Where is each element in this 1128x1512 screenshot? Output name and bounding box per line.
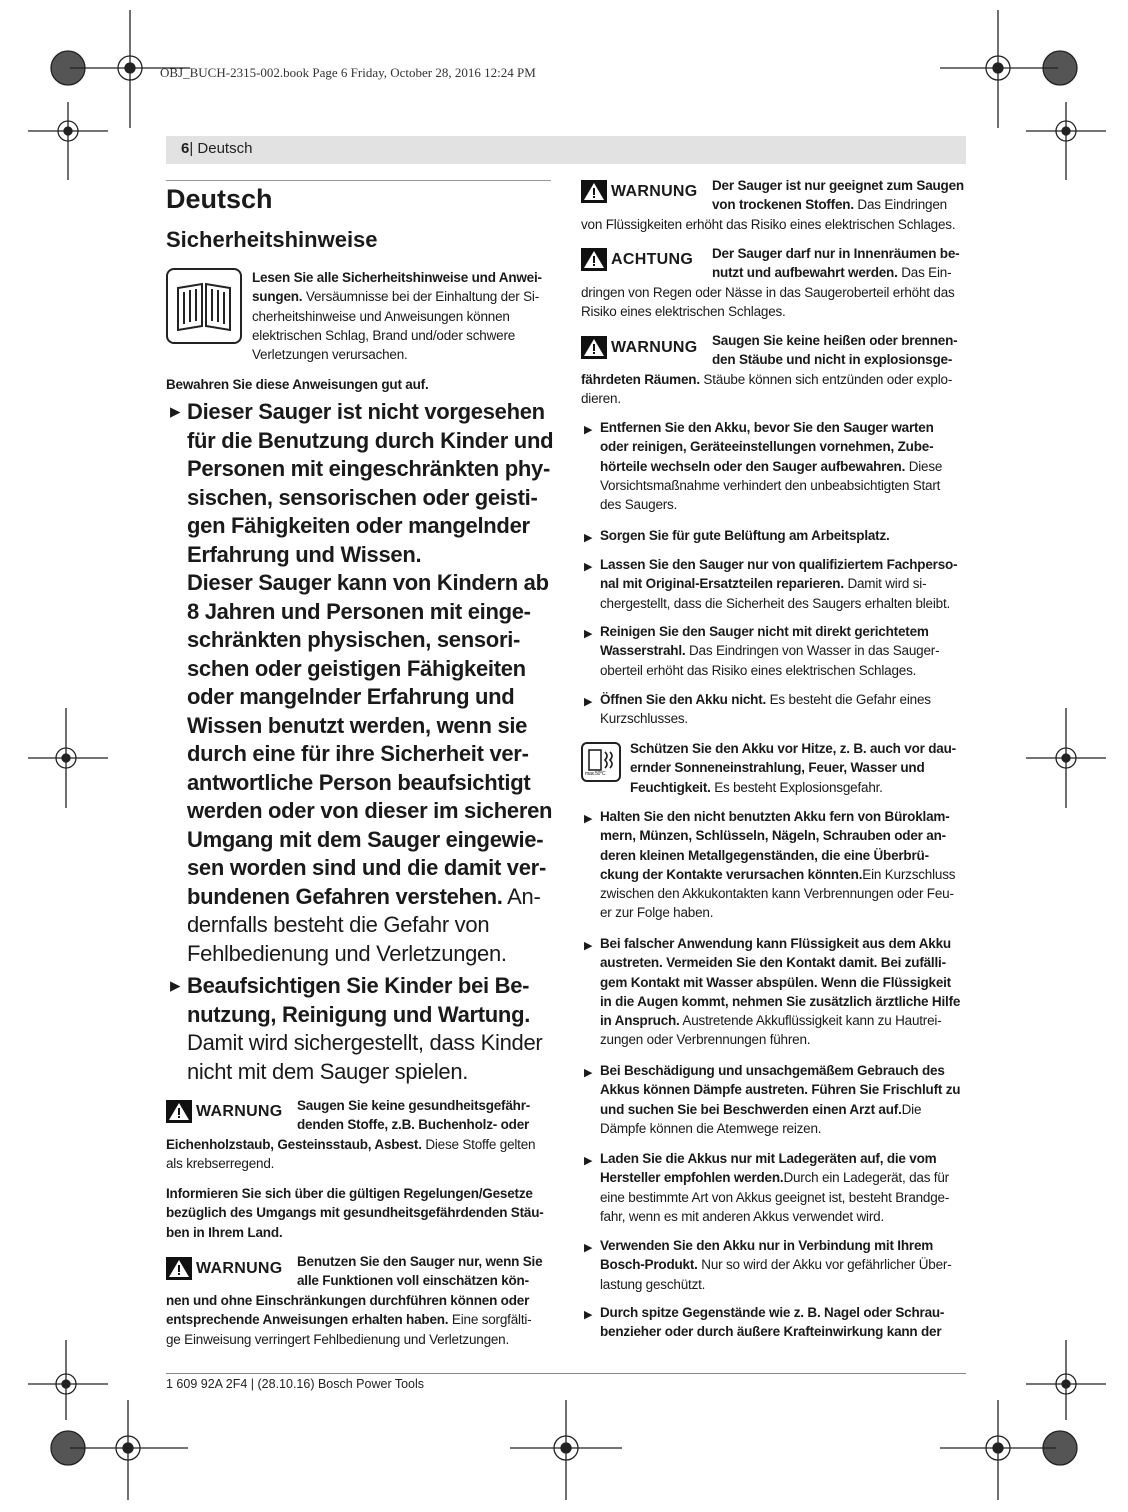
warning-hot-text-cont: fährdeten Räumen. Stäube können sich entzünden oder explo- dieren. [581,372,953,407]
bullet-remove-battery: Entfernen Sie den Akku, bevor Sie den Sauger warten oder reinigen, Geräteeinstellungen vornehmen, Zube- hörteile wechseln oder den Sauger aufbewahren. Diese Vorsichtsmaßnahme verhindert den unbeabsichtigten Start des Saugers. [600,420,943,513]
warning-badge: WARNUNG [166,1257,283,1280]
print-slug: OBJ_BUCH-2315-002.book Page 6 Friday, October 28, 2016 12:24 PM [160,65,536,80]
header-section: | Deutsch [189,140,253,157]
bullet-triangle-icon: ▶ [584,628,593,640]
supervise-children: Beaufsichtigen Sie Kinder bei Be- nutzung, Reinigung und Wartung. Damit wird sichergestellt, dass Kinder nicht mit dem Sauger spielen. [187,973,543,1084]
bullet-triangle-icon: ▸ [170,974,181,997]
bullet-repair: Lassen Sie den Sauger nur von qualifiziertem Fachperso- nal mit Original-Ersatzteilen reparieren. Damit wird si- chergestellt, dass die Sicherheit des Saugers erhalten bleibt. [600,557,958,611]
warning-triangle-icon [166,1257,192,1280]
warning-dry-text-cont: von Flüssigkeiten erhöht das Risiko eines elektrischen Schlages. [581,217,956,232]
bullet-triangle-icon: ▶ [584,1067,593,1079]
bullet-ventilation: Sorgen Sie für gute Belüftung am Arbeitsplatz. [600,528,890,543]
heat-protection-icon [581,742,621,782]
bullet-triangle-icon: ▶ [584,1309,593,1321]
warning-dust-text-cont: Eichenholzstaub, Gesteinsstaub, Asbest. Diese Stoffe gelten als krebserregend. [166,1137,536,1172]
warning-badge: WARNUNG [166,1100,283,1123]
bullet-triangle-icon: ▶ [584,424,593,436]
bullet-bosch-product: Verwenden Sie den Akku nur in Verbindung mit Ihrem Bosch-Produkt. Nur so wird der Akku vor gefährlicher Über- lastung geschützt. [600,1238,952,1292]
inform-regulations: Informieren Sie sich über die gültigen Regelungen/Gesetze bezüglich des Umgangs mit gesundheitsgefährdenden Stäu- ben in Ihrem Land. [166,1186,544,1240]
page-header [181,140,252,157]
bullet-water-jet: Reinigen Sie den Sauger nicht mit direkt gerichtetem Wasserstrahl. Das Eindringen von Wasser in das Sauger- oberteil erhöht das Risiko eines elektrischen Schlages. [600,624,940,678]
section-title: Sicherheitshinweise [166,227,378,252]
caution-indoor-text-cont: dringen von Regen oder Nässe in das Saugeroberteil erhöht das Risiko eines elektrischen Schlages. [581,285,955,320]
footer-rule [166,1373,966,1374]
bullet-triangle-icon: ▶ [584,1155,593,1167]
warning-usage-text: Benutzen Sie den Sauger nur, wenn Sie alle Funktionen voll einschätzen kön- [297,1254,543,1289]
bullet-sharp-objects: Durch spitze Gegenstände wie z. B. Nagel oder Schrau- benzieher oder durch äußere Krafteinwirkung kann der [600,1305,945,1340]
children-warning: Dieser Sauger ist nicht vorgesehen für die Benutzung durch Kinder und Personen mit eingeschränkten phy- sischen, sensorischen oder geisti- gen Fähigkeiten oder mangelnder Erfahrung und Wissen. Dieser Sauger kann von Kindern ab 8 Jahren und Personen mit einge- schränkten physischen, sensori- schen oder geistigen Fähigkeiten oder mangelnder Erfahrung und Wissen benutzt werden, wenn sie durch eine für ihre Sicherheit ver- antwortliche Person beaufsichtigt werden oder von dieser im sicheren Umgang mit dem Sauger eingewie- sen worden sind und die damit ver- bundenen Gefahren verstehen. An- dernfalls besteht die Gefahr von Fehlbedienung und Verletzungen. [187,399,554,966]
bullet-triangle-icon: ▶ [584,532,593,544]
warning-dry-text: Der Sauger ist nur geeignet zum Saugen von trockenen Stoffen. Das Eindringen [712,178,964,213]
heat-protection-text: Schützen Sie den Akku vor Hitze, z. B. auch vor dau- ernder Sonneneinstrahlung, Feuer, Wasser und Feuchtigkeit. Es besteht Explosionsgefahr. [630,741,956,795]
page-number: 6 [181,140,190,157]
bullet-triangle-icon: ▶ [584,1242,593,1254]
page-title: Deutsch [166,184,273,214]
bullet-triangle-icon: ▸ [170,400,181,423]
warning-badge: WARNUNG [581,180,698,203]
bullet-triangle-icon: ▶ [584,561,593,573]
warning-hot-text: Saugen Sie keine heißen oder brennen- den Stäube und nicht in explosionsge- [712,333,958,368]
warning-triangle-icon [581,180,607,203]
keep-instructions: Bewahren Sie diese Anweisungen gut auf. [166,377,429,392]
bullet-battery-fluid: Bei falscher Anwendung kann Flüssigkeit aus dem Akku austreten. Vermeiden Sie den Kontakt damit. Bei zufälli- gem Kontakt mit Wasser abspülen. Wenn die Flüssigkeit in die Augen kommt, nehmen Sie zusätzlich ärztliche Hilfe in Anspruch. Austretende Akkuflüssigkeit kann zu Hautrei- zungen oder Verbrennungen führen. [600,936,961,1048]
bullet-triangle-icon: ▶ [584,940,593,952]
page-header-bar [166,136,966,164]
warning-triangle-icon [166,1100,192,1123]
bullet-open-battery: Öffnen Sie den Akku nicht. Es besteht die Gefahr eines Kurzschlusses. [600,692,931,727]
bullet-triangle-icon: ▶ [584,813,593,825]
warning-triangle-icon [581,336,607,359]
bullet-metal-objects: Halten Sie den nicht benutzten Akku fern von Büroklam- mern, Münzen, Schlüsseln, Nägeln, Schrauben oder an- deren kleinen Metallgegenständen, die eine Überbrü- ckung der Kontakte verursachen könnten.Ein Kurzschluss zwischen den Akkukontakten kann Verbrennungen oder Feu- er zur Folge haben. [600,809,956,921]
caution-indoor-text: Der Sauger darf nur in Innenräumen be- nutzt und aufbewahrt werden. Das Ein- [712,246,960,281]
warning-dust-text: Saugen Sie keine gesundheitsgefähr- denden Stoffe, z.B. Buchenholz- oder [297,1098,531,1133]
heat-icon-label: max.50°C [585,771,606,777]
book-icon [166,268,242,344]
page-footer: 1 609 92A 2F4 | (28.10.16) Bosch Power Tools [166,1377,425,1391]
bullet-vapours: Bei Beschädigung und unsachgemäßem Gebrauch des Akkus können Dämpfe austreten. Führen Sie Frischluft zu und suchen Sie bei Beschwerden einen Arzt auf.Die Dämpfe können die Atemwege reizen. [600,1063,961,1136]
warning-triangle-icon [581,248,607,271]
bullet-triangle-icon: ▶ [584,696,593,708]
warning-usage-text-cont: nen und ohne Einschränkungen durchführen können oder entsprechende Anweisungen erhalten haben. Eine sorgfälti- ge Einweisung verringert Fehlbedienung und Verletzungen. [166,1293,532,1347]
bullet-chargers: Laden Sie die Akkus nur mit Ladegeräten auf, die vom Hersteller empfohlen werden.Durch ein Ladegerät, das für eine bestimmte Art von Akkus geeignet ist, besteht Brandge- fahr, wenn es mit anderen Akkus verwendet wird. [600,1151,950,1224]
title-rule [166,180,551,181]
read-instructions: Lesen Sie alle Sicherheitshinweise und Anwei- sungen. Versäumnisse bei der Einhaltung der Si- cherheitshinweise und Anweisungen können elektrischen Schlag, Brand und/oder schwere Verletzungen verursachen. [252,270,542,363]
caution-badge: ACHTUNG [581,248,693,271]
warning-badge: WARNUNG [581,336,698,359]
